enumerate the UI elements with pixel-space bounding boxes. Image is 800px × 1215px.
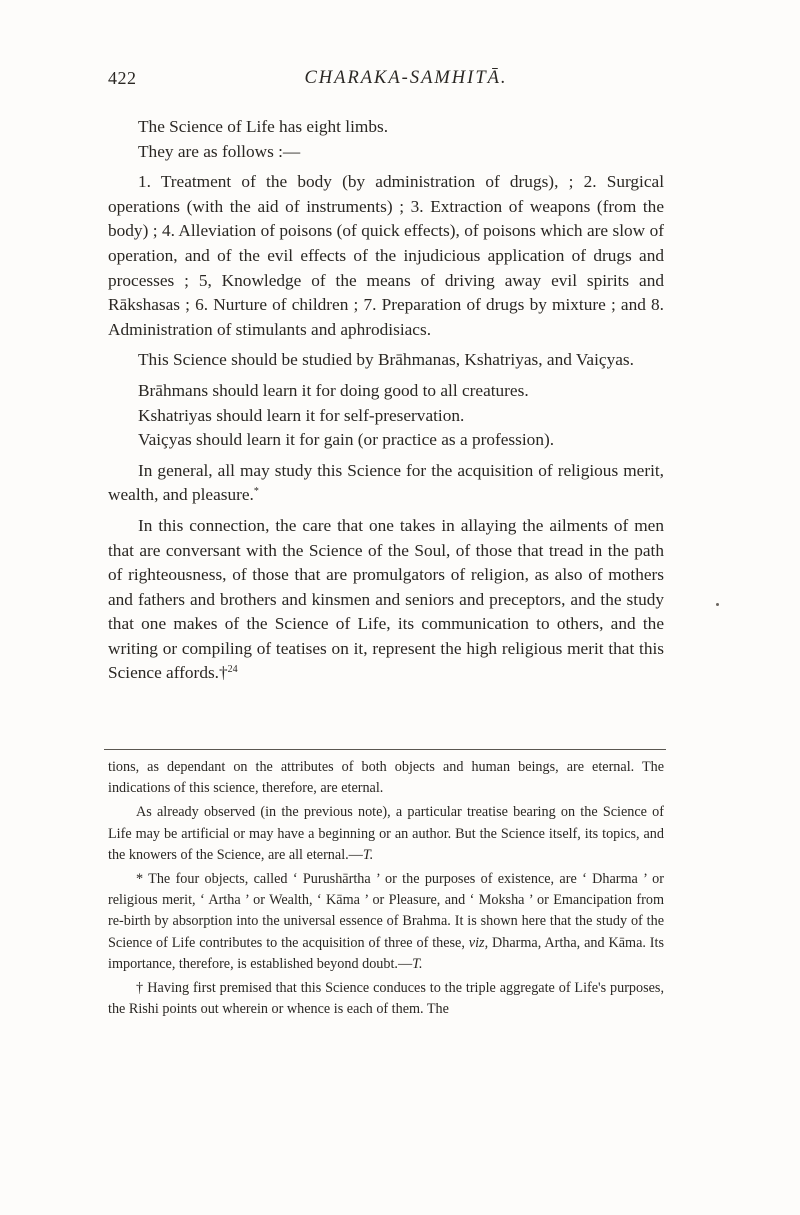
paragraph: This Science should be studied by Brāhmanas, Kshatriyas, and Vaiçyas.	[138, 350, 634, 370]
paragraph-text: In general, all may study this Science for the acquisition of religious merit, wealth, and pleasure.	[108, 460, 664, 505]
paragraph	[108, 459, 664, 508]
paragraph	[108, 514, 664, 686]
paragraph: They are as follows :—	[138, 141, 301, 161]
paragraph: Vaiçyas should learn it for gain (or practice as a profession).	[138, 430, 555, 450]
footnote: tions, as dependant on the attributes of both objects and human beings, are eternal. The indications of this science, therefore, are eternal.	[108, 759, 664, 797]
paper-speck	[716, 603, 719, 606]
paragraph: Kshatriyas should learn it for self-preservation.	[138, 405, 465, 425]
footnote-text: As already observed (in the previous note), a particular treatise bearing on the Science of Life may be artificial or may have a beginning or an author. But the Science itself, its topics, and the knowers of the Science, are all eternal.—	[108, 804, 664, 863]
paragraph: 1. Treatment of the body (by administration of drugs), ; 2. Surgical operations (with the aid of instruments) ; 3. Extraction of weapons (from the body) ; 4. Alleviation of poisons (of quick effects), of poisons which are slow of operation, and of the evil effects of the injudicious application of drugs and processes ; 5, Knowledge of the means of driving away evil spirits and Rākshasas ; 6. Nurture of children ; 7. Preparation of drugs by mixture ; and 8. Administration of stimulants and aphrodisiacs.	[108, 172, 664, 339]
superscript-number: 24	[227, 664, 238, 676]
page-header	[108, 68, 664, 92]
footnote	[108, 869, 664, 975]
translator-mark: T.	[412, 955, 423, 972]
footnote-marker: *	[253, 486, 259, 498]
footnote-text: * The four objects, called ‘ Purushārtha ’ or the purposes of existence, are ‘ Dharma ’ or religious merit, ‘ Artha ’ or Wealth, ‘ Kāma ’ or Pleasure, and ‘ Moksha ’ or Emancipation from re-birth by absorption into the universal essence of Brahma. It is shown here that the study of the Science of Life contributes to the acquisition of three of these,	[108, 871, 664, 951]
footnote-text-italic: viz	[468, 934, 485, 951]
running-title: CHARAKA-SAMHITĀ.	[304, 68, 508, 88]
translator-mark: T.	[362, 846, 374, 863]
footnote	[108, 802, 664, 866]
footnotes	[108, 757, 664, 1020]
paragraph: The Science of Life has eight limbs.	[138, 117, 389, 136]
paragraph-text: In this connection, the care that one takes in allaying the ailments of men that are conversant with the Science of the Soul, of those that tread in the path of righteousness, of those that are promulgators of religion, as also of mothers and fathers and brothers and kinsmen and seniors and preceptors, and the study that one makes of the Science of Life, its communication to others, and the writing or compiling of teatises on it, represent the high religious merit that this Science affords.	[108, 515, 664, 683]
footnote-text: , Dharma, Artha, and Kāma. Its importance, therefore, is established beyond doubt.—	[108, 934, 664, 972]
paragraph: Brāhmans should learn it for doing good to all creatures.	[138, 380, 529, 400]
main-text	[108, 115, 664, 692]
footnote: † Having first premised that this Science conduces to the triple aggregate of Life's purposes, the Rishi points out wherein or whence is each of them. The	[108, 980, 664, 1018]
footnote-marker: †	[219, 663, 228, 683]
page-number: 422	[108, 68, 137, 88]
footnote-rule	[104, 749, 666, 750]
